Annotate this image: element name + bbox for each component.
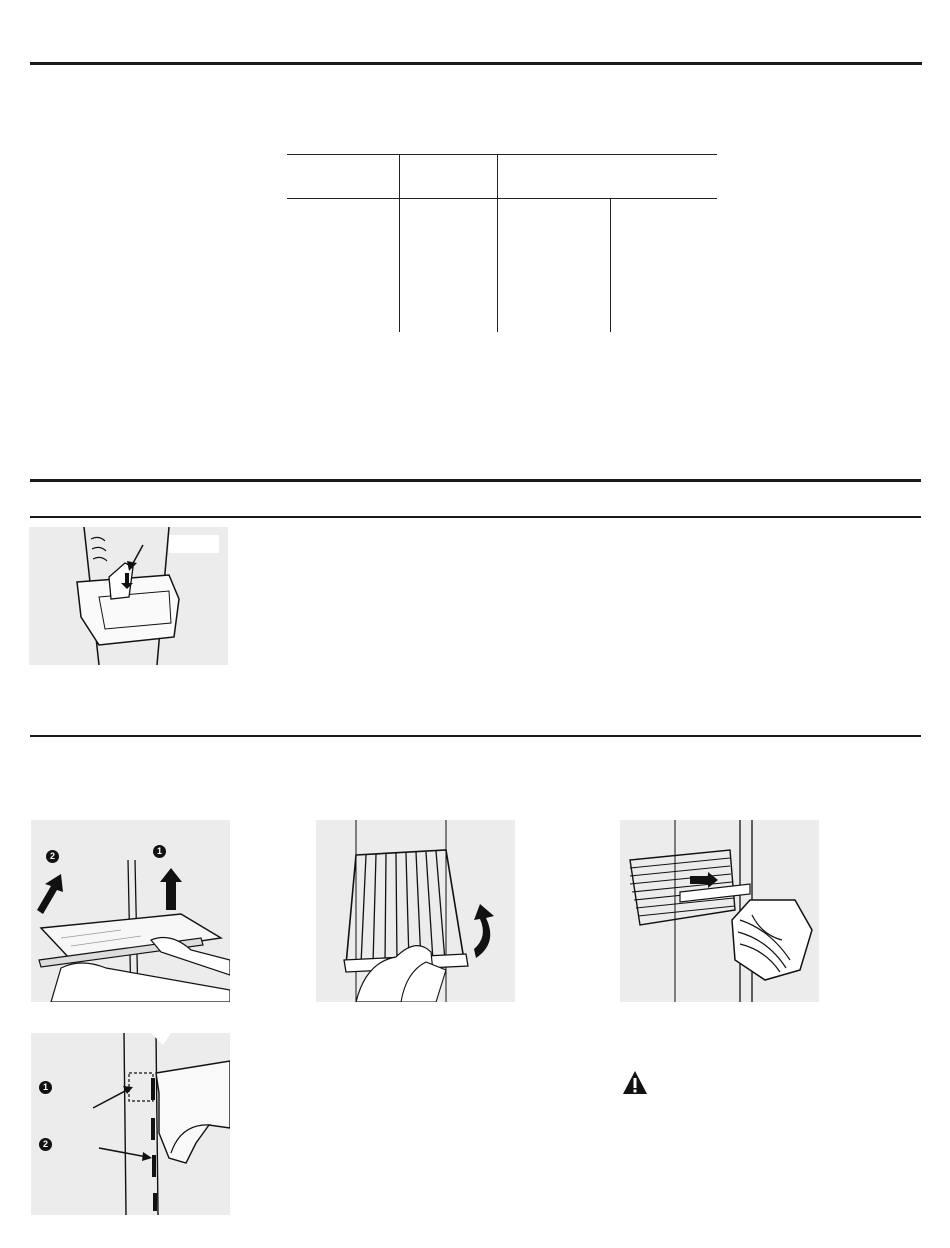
table-header-line — [287, 198, 717, 199]
table-top-line — [287, 154, 717, 155]
glass-shelf-removal-illustration — [31, 820, 230, 1002]
wire-shelf-tilt-illustration — [316, 820, 515, 1002]
bracket-step-two-marker: 2 — [39, 1138, 52, 1151]
warning-triangle-icon — [622, 1070, 648, 1096]
top-rule — [30, 62, 922, 65]
table-col-divider-1 — [399, 154, 400, 332]
table-col-divider-2 — [497, 154, 498, 332]
door-bin-illustration — [29, 527, 228, 665]
section-rule-lower — [30, 516, 921, 518]
shelf-bracket-detail-illustration — [31, 1033, 230, 1215]
section-rule-upper — [30, 479, 921, 482]
section-rule-shelves — [30, 735, 921, 737]
shelf-step-two-marker: 2 — [46, 850, 59, 863]
table-col-divider-3 — [610, 198, 611, 332]
wire-basket-illustration — [620, 820, 819, 1002]
shelf-step-one-marker: 1 — [153, 845, 166, 858]
bracket-step-one-marker: 1 — [39, 1081, 52, 1094]
